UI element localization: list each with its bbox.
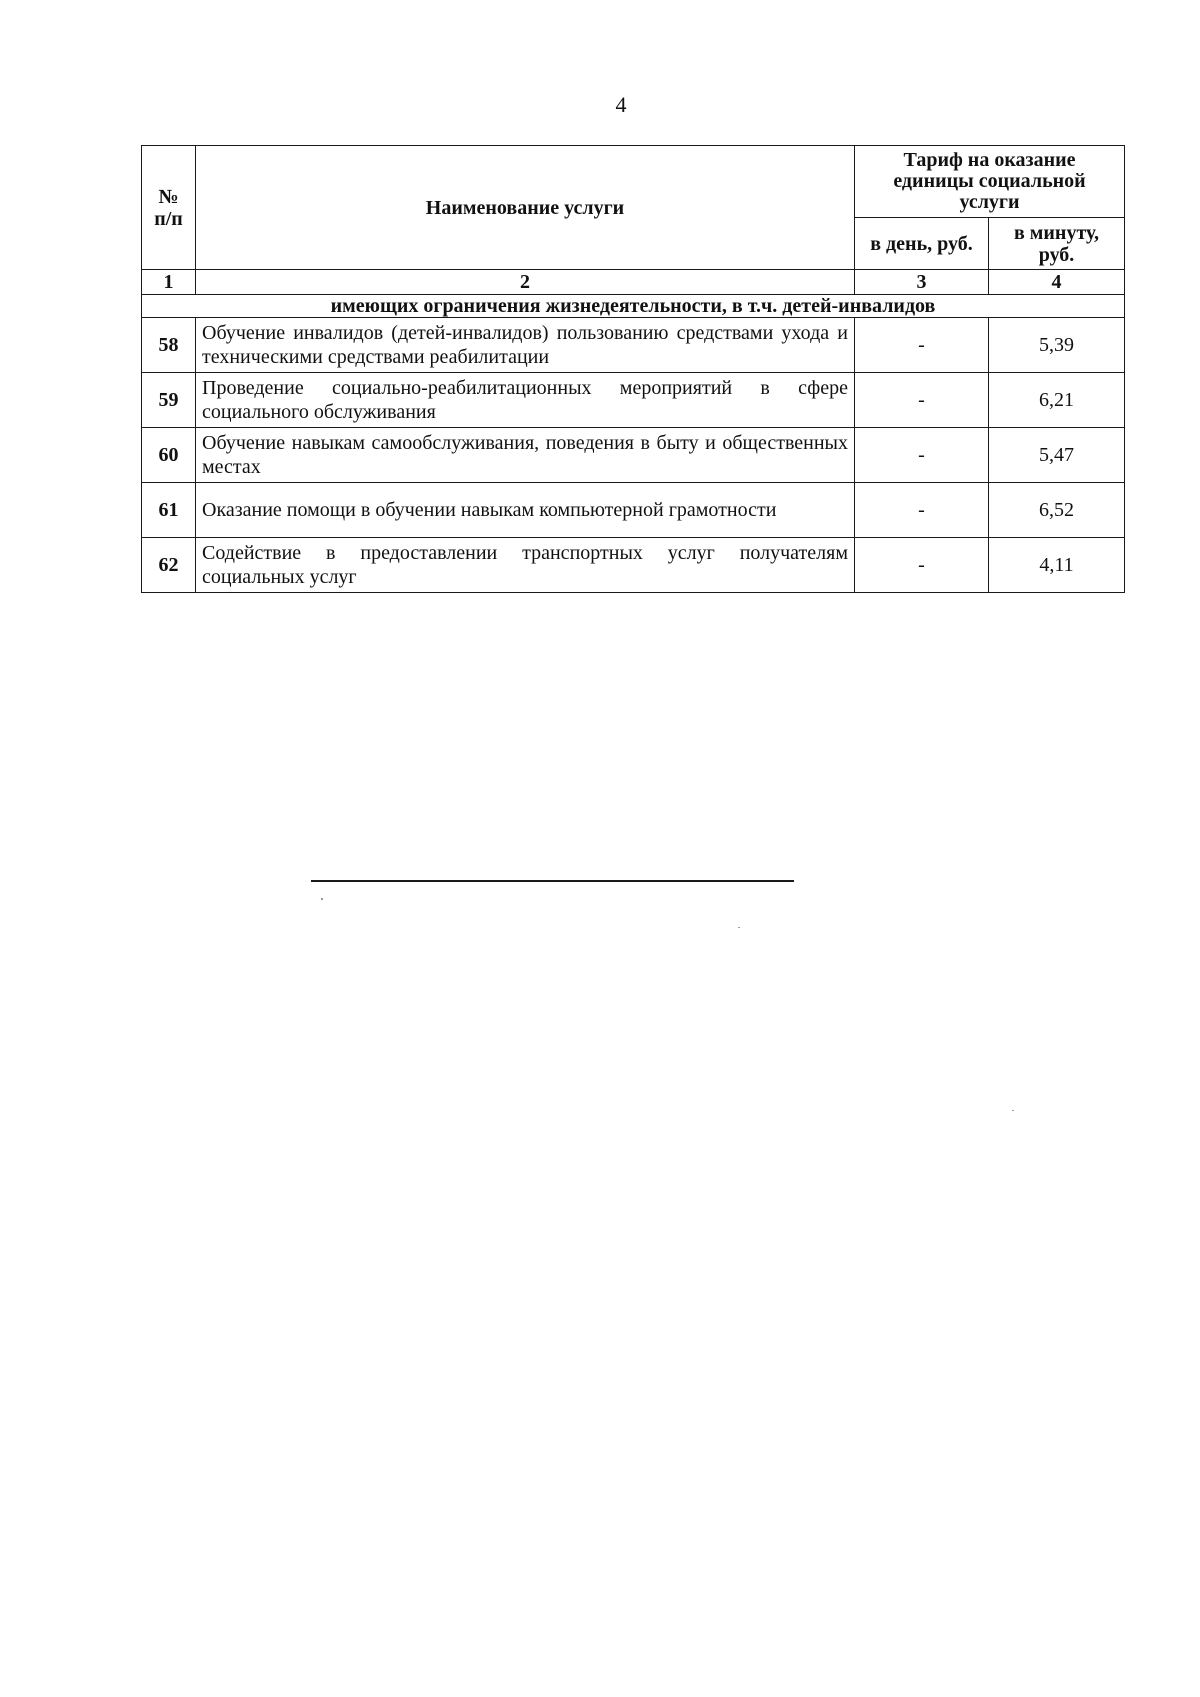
row-per-day: - [855, 428, 989, 483]
row-service-name: Содействие в предоставлении транспортных услуг получателям социальных услуг [196, 538, 855, 593]
row-per-minute: 4,11 [989, 538, 1125, 593]
end-separator-line [311, 880, 794, 882]
section-label: имеющих ограничения жизнедеятельности, в т.ч. детей-инвалидов [142, 295, 1125, 318]
row-per-day: - [855, 538, 989, 593]
row-per-minute: 6,21 [989, 373, 1125, 428]
header-per-day: в день, руб. [855, 218, 989, 270]
row-per-minute: 5,47 [989, 428, 1125, 483]
row-number: 58 [142, 318, 196, 373]
table-header-row [142, 146, 1125, 218]
row-service-name: Проведение социально-реабилитационных мероприятий в сфере социального обслуживания [196, 373, 855, 428]
table-row [142, 428, 1125, 483]
column-index: 3 [855, 270, 989, 295]
scan-speck [738, 927, 740, 928]
row-per-day: - [855, 318, 989, 373]
row-service-name: Оказание помощи в обучении навыкам компьютерной грамотности [196, 483, 855, 538]
section-row [142, 295, 1125, 318]
row-per-minute: 6,52 [989, 483, 1125, 538]
column-index: 4 [989, 270, 1125, 295]
row-number: 60 [142, 428, 196, 483]
table-row [142, 373, 1125, 428]
tariff-table [141, 145, 1125, 593]
row-per-day: - [855, 483, 989, 538]
column-index: 2 [196, 270, 855, 295]
header-per-minute: в минуту, руб. [989, 218, 1125, 270]
table-row [142, 318, 1125, 373]
column-index-row [142, 270, 1125, 295]
header-number-col: № п/п [142, 146, 196, 270]
row-per-minute: 5,39 [989, 318, 1125, 373]
row-number: 59 [142, 373, 196, 428]
header-name-col: Наименование услуги [196, 146, 855, 270]
table-row [142, 538, 1125, 593]
header-tariff-group: Тариф на оказание единицы социальной услуги [855, 146, 1125, 218]
row-per-day: - [855, 373, 989, 428]
scan-speck [321, 898, 323, 900]
column-index: 1 [142, 270, 196, 295]
row-number: 61 [142, 483, 196, 538]
row-number: 62 [142, 538, 196, 593]
page-number: 4 [615, 92, 627, 117]
table-row [142, 483, 1125, 538]
row-service-name: Обучение инвалидов (детей-инвалидов) пользованию средствами ухода и техническими средствами реабилитации [196, 318, 855, 373]
scan-speck [1012, 1110, 1014, 1111]
row-service-name: Обучение навыкам самообслуживания, поведения в быту и общественных местах [196, 428, 855, 483]
